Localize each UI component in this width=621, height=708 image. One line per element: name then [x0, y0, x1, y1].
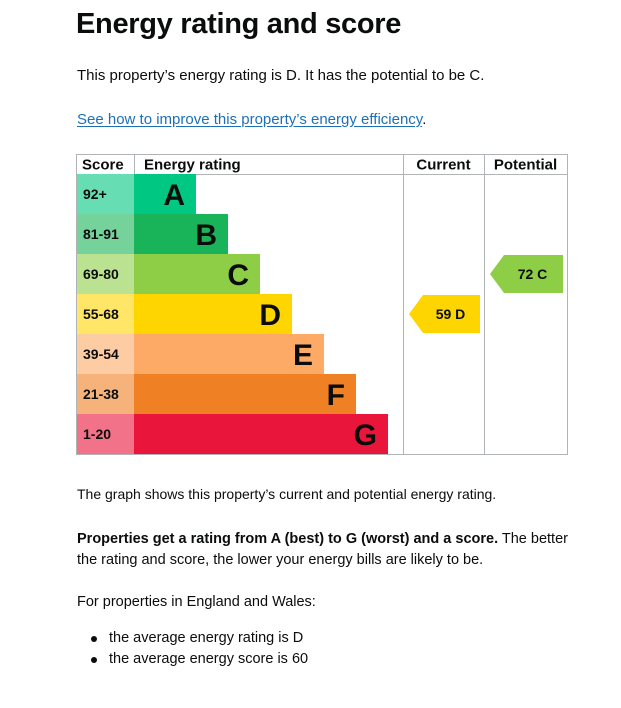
column-headers [82, 157, 557, 174]
rating-letter-b: B [195, 219, 217, 252]
rating-explanation [77, 529, 572, 571]
score-label-e: 39-54 [83, 346, 119, 362]
improve-link-suffix: . [422, 111, 427, 128]
average-rating-text: the average energy rating is D [109, 630, 304, 646]
list-item [77, 628, 308, 649]
rating-letter-a: A [163, 179, 185, 212]
page-title: Energy rating and score [76, 8, 402, 40]
rating-letter-d: D [259, 299, 281, 332]
potential-rating-label: 72 C [517, 266, 548, 282]
current-rating-label: 59 D [435, 306, 466, 322]
rating-bands [77, 174, 388, 454]
rating-bar-g [134, 414, 388, 454]
rating-letter-f: F [326, 379, 345, 412]
rating-markers [409, 255, 563, 333]
score-label-d: 55-68 [83, 306, 119, 322]
score-label-c: 69-80 [83, 266, 119, 282]
score-label-a: 92+ [83, 186, 107, 202]
rating-letter-g: G [353, 419, 377, 452]
region-intro: For properties in England and Wales: [77, 594, 316, 610]
average-list [77, 628, 308, 670]
rating-letter-e: E [292, 339, 313, 372]
column-header-score: Score [82, 156, 124, 174]
score-label-g: 1-20 [83, 426, 112, 442]
column-header-energy-rating: Energy rating [144, 156, 241, 174]
column-header-current: Current [416, 156, 471, 174]
rating-letter-c: C [227, 259, 249, 292]
rating-bar-f [134, 374, 356, 414]
average-score-text: the average energy score is 60 [109, 651, 309, 667]
column-header-potential: Potential [493, 156, 558, 174]
bullet-icon [91, 636, 97, 642]
list-item [77, 649, 308, 670]
improve-efficiency-link[interactable]: See how to improve this property’s energy efficiency [77, 111, 423, 128]
score-label-f: 21-38 [83, 386, 119, 402]
rating-explanation-rest: The better the rating and score, the lower your energy bills are likely to be. [77, 531, 568, 568]
graph-note: The graph shows this property’s current and potential energy rating. [77, 486, 497, 502]
score-label-b: 81-91 [83, 226, 119, 242]
rating-explanation-bold: Properties get a rating from A (best) to G (worst) and a score. [77, 531, 499, 547]
bullet-icon [91, 657, 97, 663]
rating-summary: This property’s energy rating is D. It has the potential to be C. [77, 67, 485, 84]
